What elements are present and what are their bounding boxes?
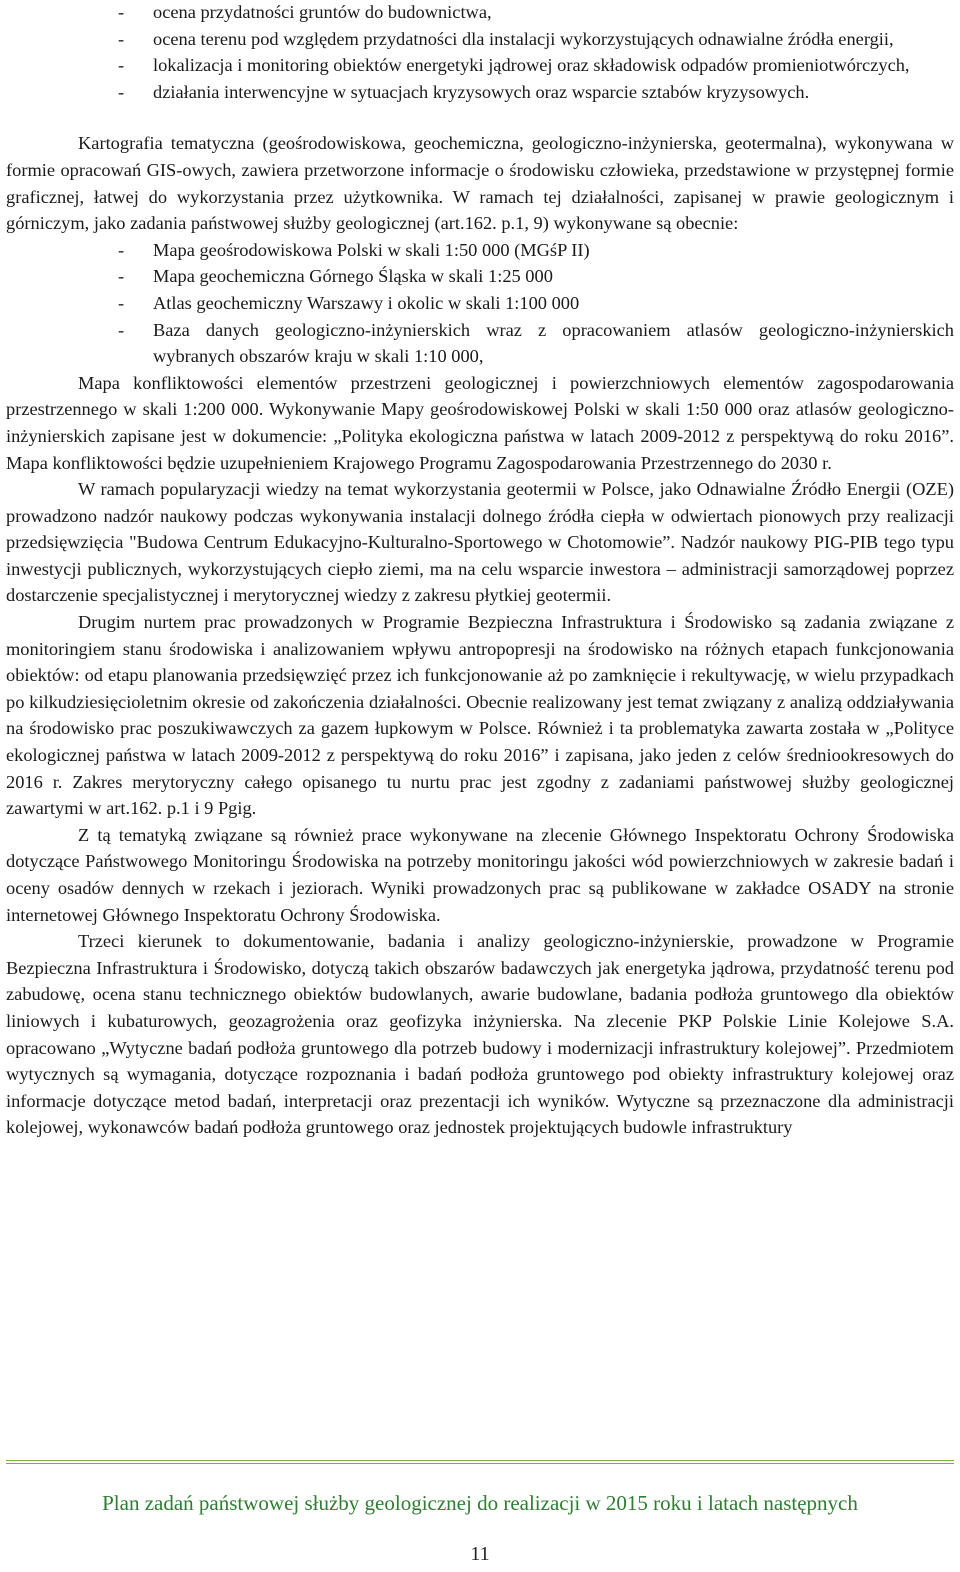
footer-divider bbox=[6, 1460, 954, 1461]
spacer bbox=[6, 105, 954, 130]
page-content bbox=[6, 0, 954, 1141]
list-item: - Mapa geośrodowiskowa Polski w skali 1:50 000 (MGśP II) bbox=[6, 237, 954, 264]
footer-title: Plan zadań państwowej służby geologicznej do realizacji w 2015 roku i latach następnych bbox=[102, 1491, 858, 1515]
paragraph-cartography: Kartografia tematyczna (geośrodowiskowa, geochemiczna, geologiczno-inżynierska, geotermalna), wykonywana w formie opracowań GIS-owych, zawiera przetworzone informacje o środowisku człowieka, przedstawione w przystępnej formie graficznej, łatwej do wykorzystania przez użytkownika. W ramach tej działalności, zapisanej w prawie geologicznym i górniczym, jako zadania państwowej służby geologicznej (art.162. p.1, 9) wykonywane są obecnie: bbox=[6, 133, 954, 234]
paragraph-geothermal: W ramach popularyzacji wiedzy na temat wykorzystania geotermii w Polsce, jako Odnawialne Źródło Energii (OZE) prowadzono nadzór naukowy podczas wykonywania instalacji dolnego źródła ciepła w odwiertach pionowych przy realizacji przedsięwzięcia "Budowa Centrum Edukacyjno-Kulturalno-Sportowego w Chotomowie”. Nadzór naukowy PIG-PIB tego typu inwestycji publicznych, wykorzystujących ciepło ziemi, ma na celu wsparcie inwestora – administracji samorządowej poprzez dostarczenie specjalistycznej i merytorycznej wiedzy z zakresu płytkiej geotermii. bbox=[6, 479, 954, 606]
paragraph-monitoring: Drugim nurtem prac prowadzonych w Programie Bezpieczna Infrastruktura i Środowisko są zadania związane z monitoringiem stanu środowiska i analizowaniem wpływu antropopresji na środowisko na różnych etapach funkcjonowania obiektów: od etapu planowania przedsięwzięć przez ich funkcjonowanie aż po zamknięcie i rekultywację, w wielu przypadkach po kilkudziesięcioletnim okresie od zakończenia działalności. Obecnie realizowany jest temat związany z analizą oddziaływania na środowisko prac poszukiwawczych za gazem łupkowym w Polsce. Również i ta problematyka zawarta została w „Polityce ekologicznej państwa w latach 2009-2012 z perspektywą do roku 2016” i zapisana, jako jeden z celów średniookresowych do 2016 r. Zakres merytoryczny całego opisanego tu nurtu prac jest zgodny z zadaniami państwowej służby geologicznej zawartymi w art.162. p.1 i 9 Pgig. bbox=[6, 612, 954, 819]
top-bullet-list bbox=[6, 0, 954, 105]
page-number: 11 bbox=[470, 1543, 490, 1565]
maps-bullet-list bbox=[6, 237, 954, 370]
list-item: - ocena przydatności gruntów do budownictwa, bbox=[6, 0, 954, 26]
footer-divider bbox=[6, 1463, 954, 1464]
paragraph-engineering: Trzeci kierunek to dokumentowanie, badania i analizy geologiczno-inżynierskie, prowadzone w Programie Bezpieczna Infrastruktura i Środowisko, dotyczą takich obszarów badawczych jak energetyka jądrowa, przydatność terenu pod zabudowę, ocena stanu technicznego obiektów budowlanych, awarie budowlane, badania podłoża gruntowego dla obiektów liniowych i kubaturowych, geozagrożenia oraz geofizyka inżynierska. Na zlecenie PKP Polskie Linie Kolejowe S.A. opracowano „Wytyczne badań podłoża gruntowego dla potrzeb budowy i modernizacji infrastruktury kolejowej”. Przedmiotem wytycznych są wymagania, dotyczące rozpoznania i badań podłoża gruntowego pod obiekty infrastruktury kolejowej oraz informacje dotyczące metod badań, interpretacji oraz prezentacji ich wyników. Wytyczne są przeznaczone dla administracji kolejowej, wykonawców badań podłoża gruntowego oraz jednostek projektujących budowle infrastruktury bbox=[6, 931, 954, 1138]
list-item: - działania interwencyjne w sytuacjach kryzysowych oraz wsparcie sztabów kryzysowych. bbox=[6, 79, 954, 106]
paragraph-conflict-map: Mapa konfliktowości elementów przestrzeni geologicznej i powierzchniowych elementów zagospodarowania przestrzennego w skali 1:200 000. Wykonywanie Mapy geośrodowiskowej Polski w skali 1:50 000 oraz atlasów geologiczno-inżynierskich zapisane jest w dokumencie: „Polityka ekologiczna państwa w latach 2009-2012 z perspektywą do roku 2016”. Mapa konfliktowości będzie uzupełnieniem Krajowego Programu Zagospodarowania Przestrzennego do 2030 r. bbox=[6, 372, 954, 473]
list-item: - Baza danych geologiczno-inżynierskich wraz z opracowaniem atlasów geologiczno-inżynierskich wybranych obszarów kraju w skali 1:10 000, bbox=[6, 317, 954, 370]
list-item: - lokalizacja i monitoring obiektów energetyki jądrowej oraz składowisk odpadów promieniotwórczych, bbox=[6, 52, 954, 79]
paragraph-gios: Z tą tematyką związane są również prace wykonywane na zlecenie Głównego Inspektoratu Ochrony Środowiska dotyczące Państwowego Monitoringu Środowiska na potrzeby monitoringu jakości wód powierzchniowych w zakresie badań i oceny osadów dennych w rzekach i jeziorach. Wyniki prowadzonych prac są publikowane w zakładce OSADY na stronie internetowej Głównego Inspektoratu Ochrony Środowiska. bbox=[6, 824, 954, 925]
list-item: - ocena terenu pod względem przydatności dla instalacji wykorzystujących odnawialne źródła energii, bbox=[6, 26, 954, 53]
list-item: - Mapa geochemiczna Górnego Śląska w skali 1:25 000 bbox=[6, 263, 954, 290]
list-item: - Atlas geochemiczny Warszawy i okolic w skali 1:100 000 bbox=[6, 290, 954, 317]
